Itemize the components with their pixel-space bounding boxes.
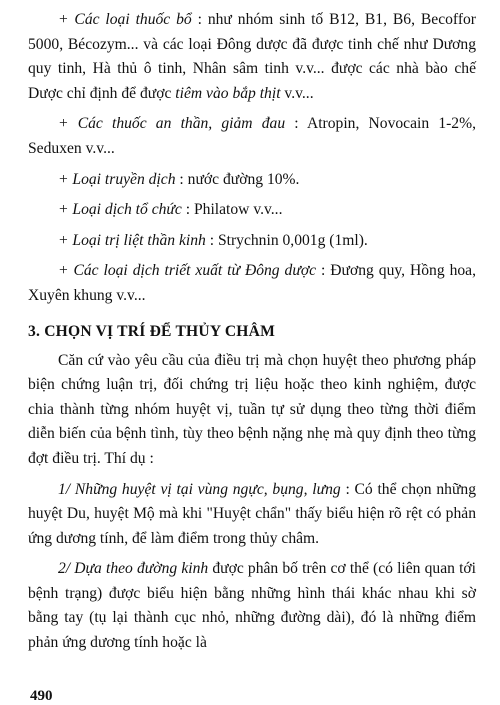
item-sedatives (28, 112, 476, 161)
item-tissue-fluid (28, 198, 476, 223)
item-nerve-paralysis (28, 229, 476, 254)
point-text: : Có thể chọn những huyệt Du, huyệt Mộ mà khi "Huyệt chẩn" thấy biểu hiện rõ rệt có phản ứng dương tính, để làm điểm trong thủy châm. (28, 480, 476, 547)
item-herbal-extracts (28, 259, 476, 308)
item-text: : Đương quy, Hồng hoa, Xuyên khung v.v... (28, 262, 476, 304)
item-label: + Loại dịch tổ chức (58, 201, 182, 219)
item-italic-tail: tiêm vào bắp thịt (175, 84, 281, 102)
point-label: 2/ Dựa theo đường kinh (58, 560, 209, 578)
point-text: được phân bố trên cơ thể (có liên quan tới bệnh trạng) được biểu hiện bằng những hình thái khác nhau khi sờ bằng tay (tụ lại thành cục nhỏ, những đường dài), đó là những điểm phản ứng dương tính hoặc là (28, 560, 476, 652)
item-text: : Strychnin 0,001g (1ml). (205, 231, 368, 249)
item-label: + Các loại dịch triết xuất từ Đông dược (58, 262, 317, 280)
item-text: : Atropin, Novocain 1-2%, Seduxen v.v... (28, 115, 476, 157)
point-label: 1/ Những huyệt vị tại vùng ngực, bụng, lưng (58, 480, 341, 498)
point-1 (28, 478, 476, 552)
item-label: + Các loại thuốc bổ (58, 11, 192, 28)
item-infusion (28, 168, 476, 193)
item-label: + Loại truyền dịch (58, 170, 176, 188)
item-text: : như nhóm sinh tố B12, B1, B6, Becoffor 5000, Bécozym... và các loại Đông dược đã được tinh chế như Dương quy tinh, Hà thủ ô tinh, Nhân sâm tinh v.v... được các nhà bào chế Dược chỉ định để được (28, 11, 477, 102)
item-text: : Philatow v.v... (181, 201, 283, 219)
item-label: + Các thuốc an thần, giảm đau (58, 115, 286, 133)
item-label: + Loại trị liệt thần kinh (58, 231, 206, 249)
section-heading: 3. CHỌN VỊ TRÍ ĐỂ THỦY CHÂM (28, 322, 275, 340)
item-end: v.v... (280, 84, 314, 102)
page-number: 490 (30, 688, 53, 704)
item-text: : nước đường 10%. (175, 170, 300, 188)
item-tonics (28, 8, 476, 106)
point-2 (28, 557, 476, 655)
section-intro: Căn cứ vào yêu cầu của điều trị mà chọn huyệt theo phương pháp biện chứng luận trị, đối chứng trị liệu hoặc theo kinh nghiệm, được chia thành từng nhóm huyệt vị, tuần tự sử dụng theo từng thời điểm diễn biến của bệnh tình, tùy theo bệnh nặng nhẹ mà quy định theo từng đợt điều trị. Thí dụ : (28, 351, 476, 467)
